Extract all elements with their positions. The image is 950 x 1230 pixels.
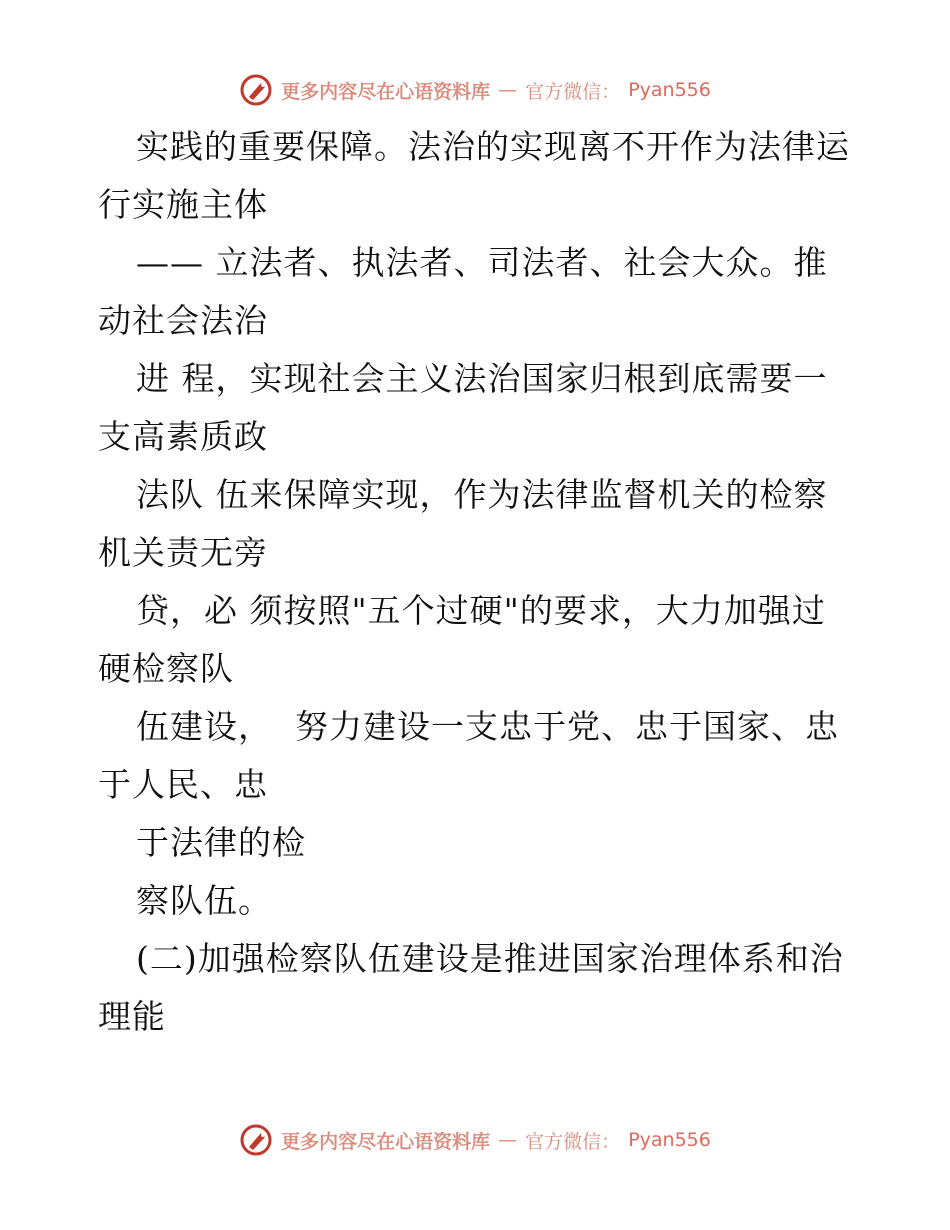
text-line: 伍建设， 努力建设一支忠于党、忠于国家、忠 (136, 707, 839, 746)
text-line: 贷，必 须按照"五个过硬"的要求，大力加强过 (136, 591, 826, 630)
footer-banner (0, 1120, 950, 1160)
banner-separator: — (498, 1129, 518, 1151)
text-line: 察队伍。 (136, 881, 272, 920)
text-line: 法队 伍来保障实现，作为法律监督机关的检察 (136, 475, 828, 514)
text-line: 行实施主体 (98, 185, 268, 224)
pen-nib-icon (239, 73, 273, 107)
banner-wechat-id: Pyan556 (628, 79, 711, 101)
text-line: 动社会法治 (98, 301, 268, 340)
document-body (98, 118, 898, 1046)
text-line: 硬检察队 (98, 649, 234, 688)
text-line: 理能 (98, 997, 166, 1036)
text-line: 于法律的检 (136, 823, 306, 862)
banner-wechat-label: 官方微信： (525, 1130, 621, 1153)
text-line: 机关责无旁 (98, 533, 268, 572)
banner-wechat-id: Pyan556 (628, 1129, 711, 1151)
banner-separator: — (498, 79, 518, 101)
text-line: 于人民、忠 (98, 765, 268, 804)
text-line: 支高素质政 (98, 417, 268, 456)
text-line: 实践的重要保障。法治的实现离不开作为法律运 (136, 127, 850, 166)
text-line: 进 程，实现社会主义法治国家归根到底需要一 (136, 359, 828, 398)
text-line: —— 立法者、执法者、司法者、社会大众。推 (136, 243, 828, 282)
banner-main-text: 更多内容尽在心语资料库 (281, 80, 491, 103)
header-banner (0, 70, 950, 110)
text-line: (二)加强检察队伍建设是推进国家治理体系和治 (136, 939, 844, 978)
pen-nib-icon (239, 1123, 273, 1157)
banner-wechat-label: 官方微信： (525, 80, 621, 103)
banner-main-text: 更多内容尽在心语资料库 (281, 1130, 491, 1153)
